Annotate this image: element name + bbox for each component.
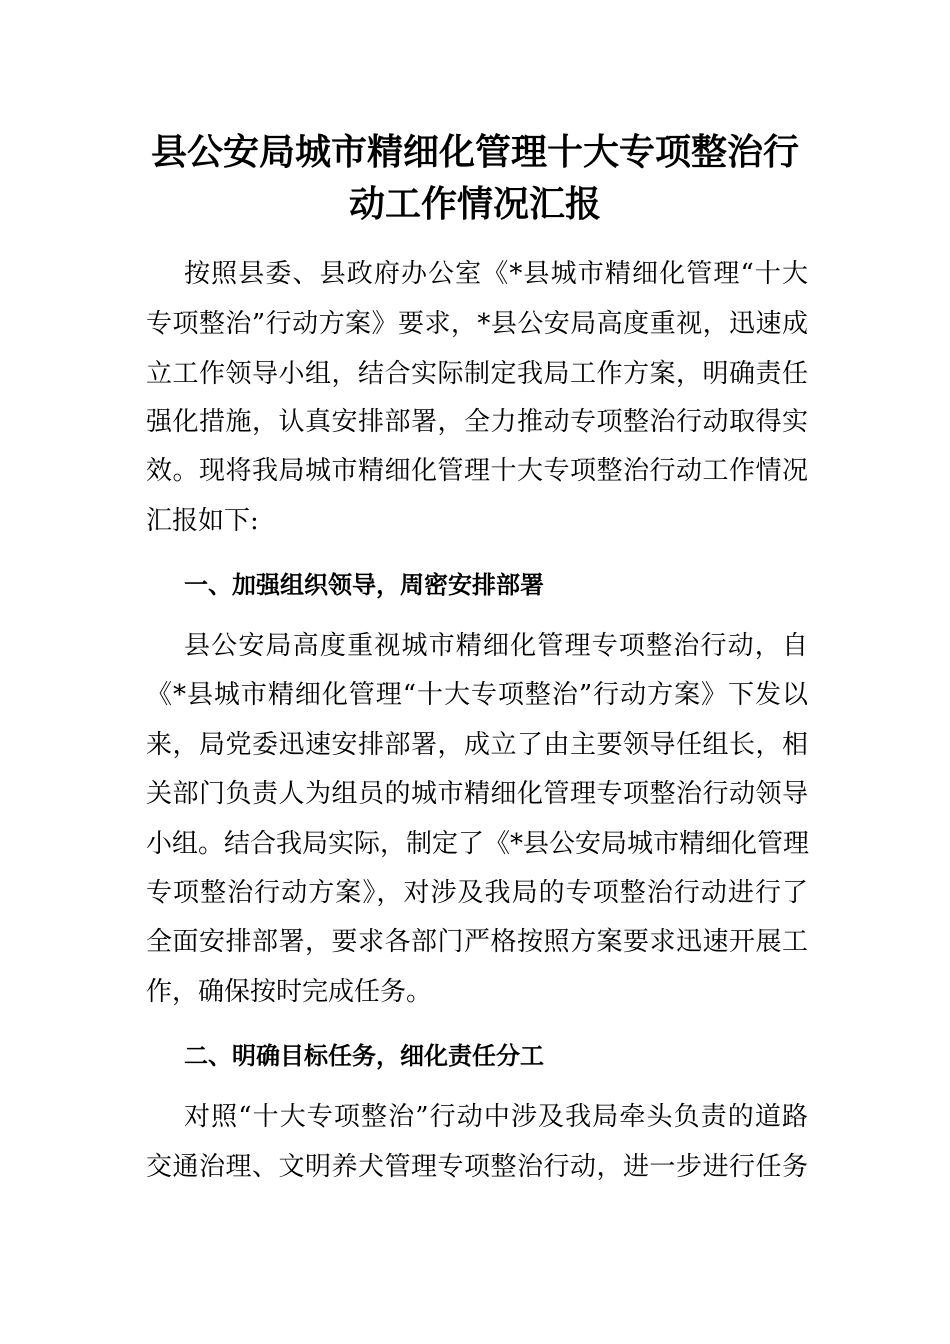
paragraph-2-line: 作，确保按时完成任务。: [146, 977, 433, 1007]
title-line-2: 动工作情况汇报: [348, 183, 601, 225]
paragraph-2-line: 县公安局高度重视城市精细化管理专项整治行动，自: [184, 631, 808, 661]
section-heading-1: 一、加强组织领导，周密安排部署: [184, 571, 544, 599]
paragraph-2-line: 小组。结合我局实际，制定了《*县公安局城市精细化管理: [146, 829, 810, 859]
paragraph-3-line: 交通治理、文明养犬管理专项整治行动，进一步进行任务: [146, 1152, 808, 1182]
paragraph-2-line: 来，局党委迅速安排部署，成立了由主要领导任组长，相: [146, 730, 808, 760]
paragraph-1-line: 专项整治”行动方案》要求，*县公安局高度重视，迅速成: [146, 309, 808, 339]
paragraph-2-line: 关部门负责人为组员的城市精细化管理专项整治行动领导: [146, 779, 808, 809]
paragraph-2-line: 《*县城市精细化管理“十大专项整治”行动方案》下发以: [146, 680, 808, 710]
paragraph-1-line: 按照县委、县政府办公室《*县城市精细化管理“十大: [184, 259, 808, 289]
title-line-1: 县公安局城市精细化管理十大专项整治行: [150, 131, 799, 173]
paragraph-2-line: 专项整治行动方案》，对涉及我局的专项整治行动进行了: [146, 878, 808, 908]
section-heading-2: 二、明确目标任务，细化责任分工: [184, 1042, 544, 1070]
paragraph-1-line: 效。现将我局城市精细化管理十大专项整治行动工作情况: [146, 456, 808, 486]
paragraph-1-line: 汇报如下:: [146, 506, 259, 536]
paragraph-3-line: 对照“十大专项整治”行动中涉及我局牵头负责的道路: [184, 1102, 808, 1132]
paragraph-2-line: 全面安排部署，要求各部门严格按照方案要求迅速开展工: [146, 927, 808, 957]
document-title: [120, 126, 830, 230]
paragraph-1-line: 强化措施，认真安排部署，全力推动专项整治行动取得实: [146, 407, 808, 437]
paragraph-1-line: 立工作领导小组，结合实际制定我局工作方案，明确责任: [146, 359, 808, 389]
